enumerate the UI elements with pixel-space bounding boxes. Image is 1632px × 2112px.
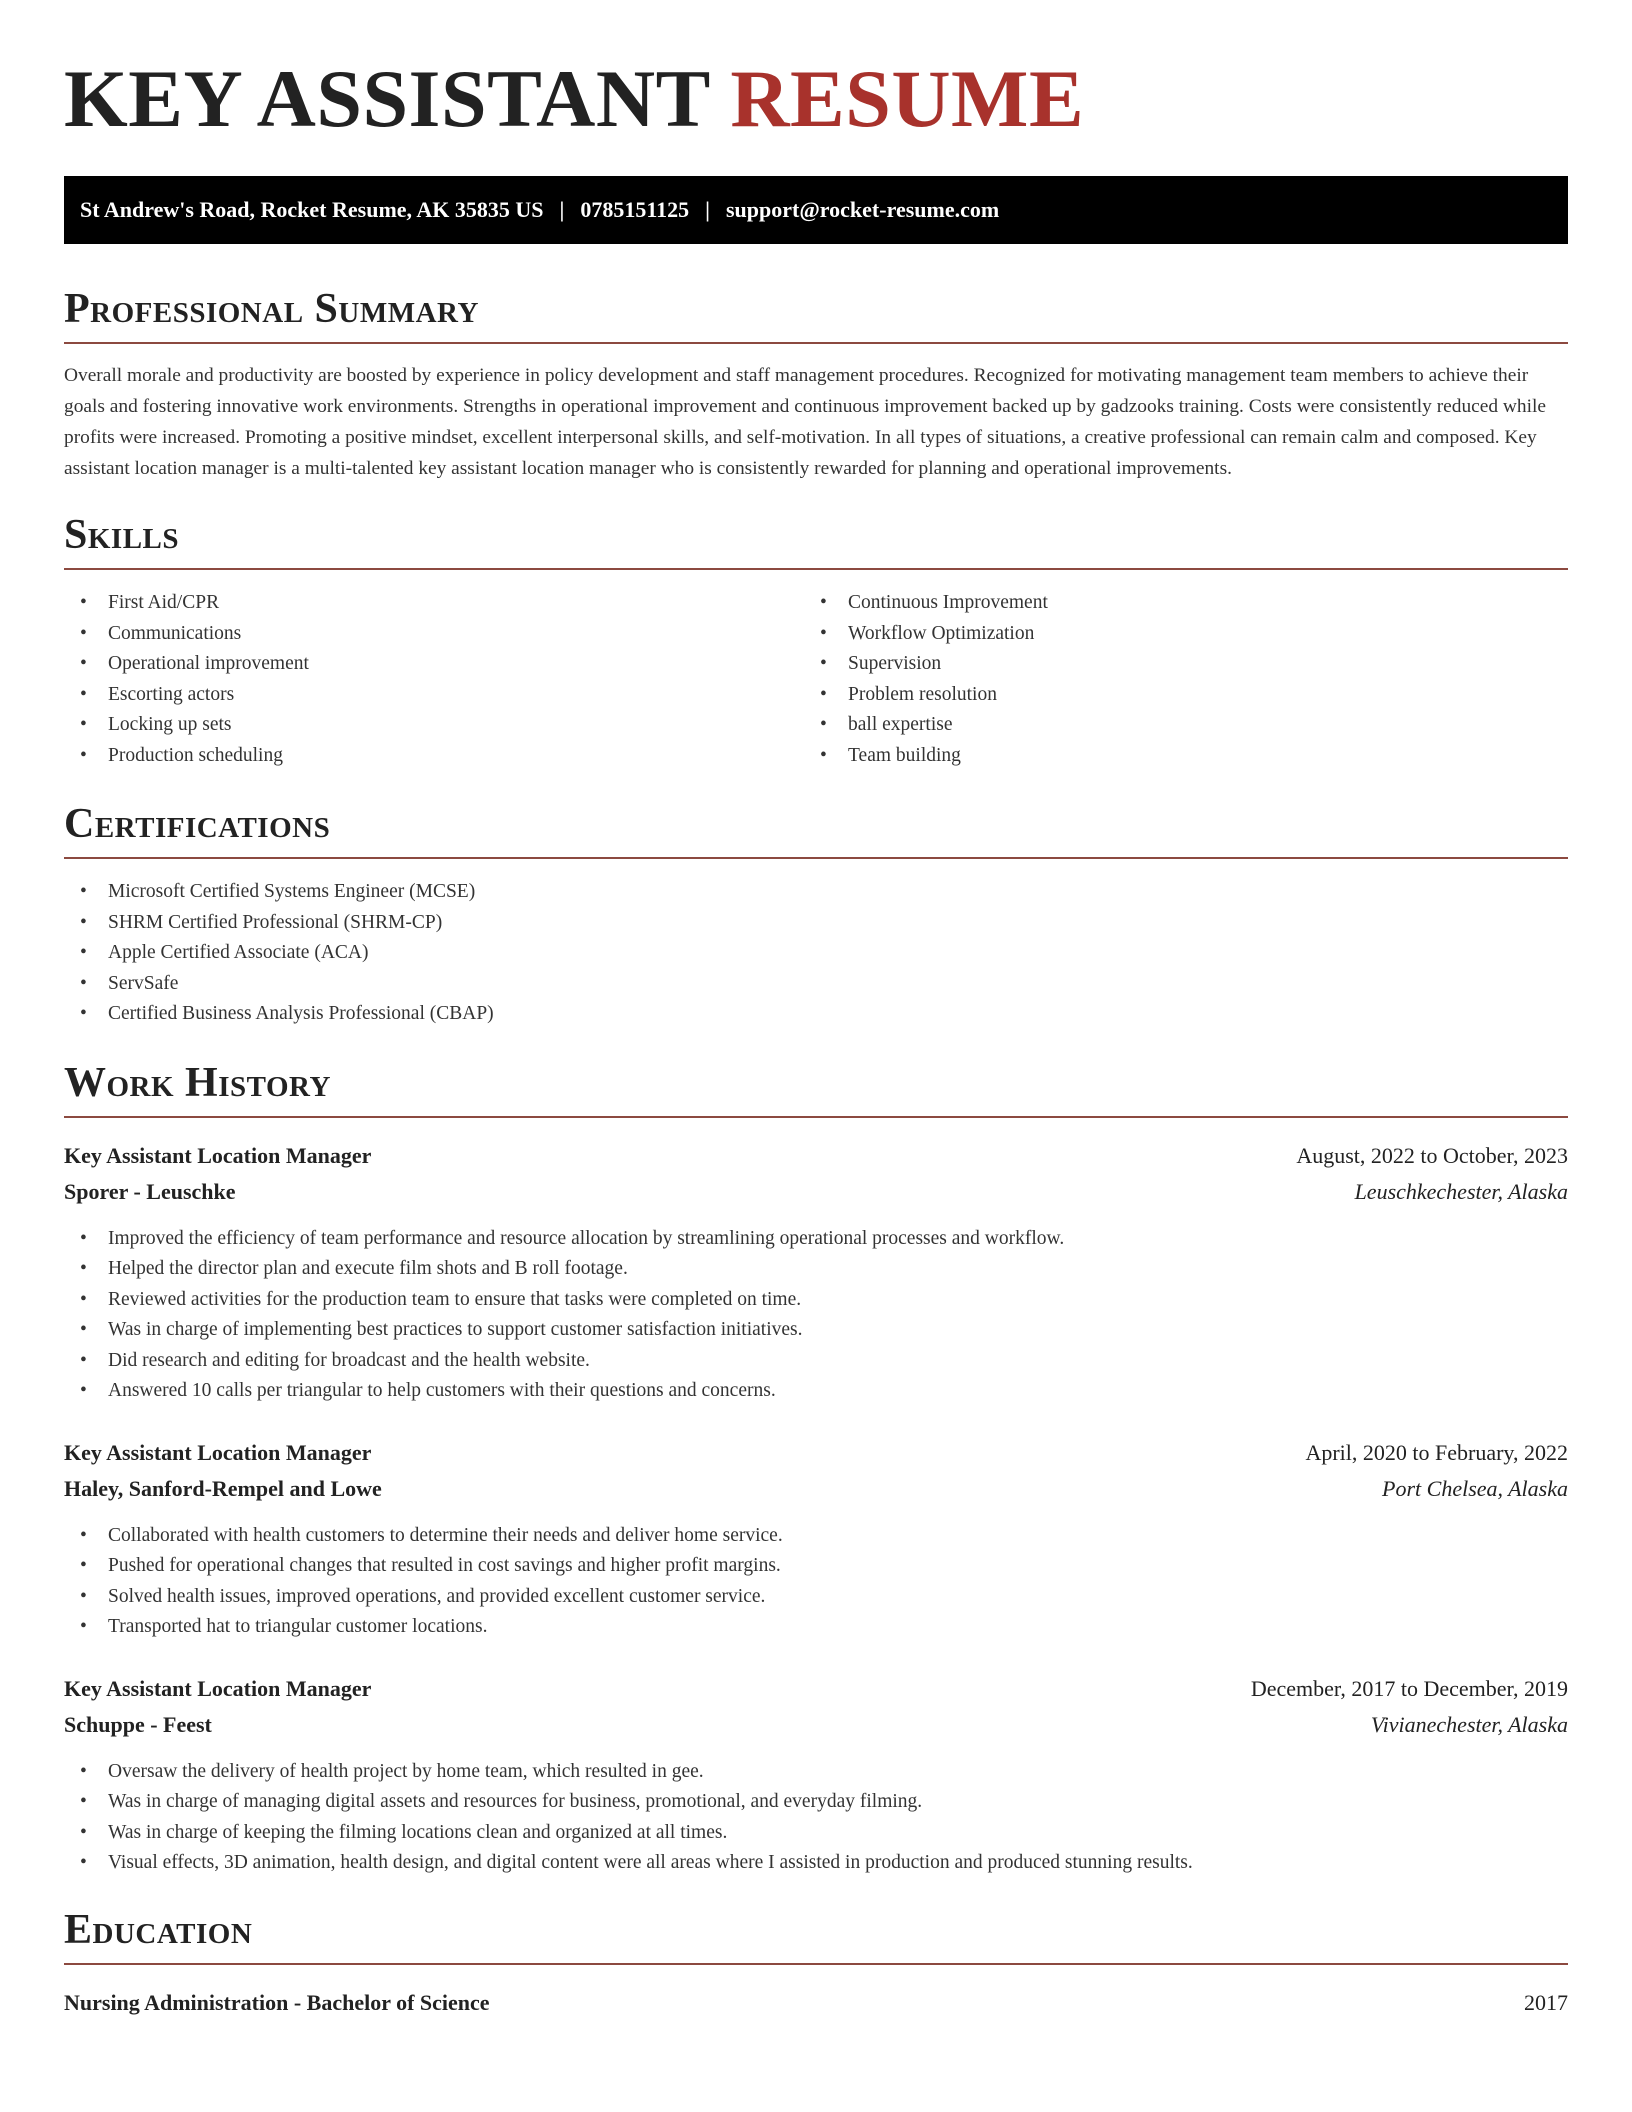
job-bullet: • Did research and editing for broadcast and the health website.: [64, 1346, 1568, 1377]
job-location: Port Chelsea, Alaska: [1382, 1475, 1568, 1501]
education-year: 2017: [1524, 1989, 1568, 2015]
skill-item: • Operational improvement: [64, 649, 804, 680]
job-bullet: • Helped the director plan and execute film shots and B roll footage.: [64, 1254, 1568, 1285]
title-main: KEY ASSISTANT: [64, 53, 710, 144]
certifications-list: [64, 877, 1568, 1030]
education-section: [64, 1906, 1568, 2021]
job-bullets: [64, 1224, 1568, 1407]
job-bullet: • Improved the efficiency of team performance and resource allocation by streamlining operational processes and workflow.: [64, 1224, 1568, 1255]
job-bullet: • Was in charge of managing digital assets and resources for business, promotional, and everyday filming.: [64, 1787, 1568, 1818]
job-entry: [64, 1138, 1568, 1407]
contact-phone: 0785151125: [580, 197, 690, 222]
education-entry: [64, 1985, 1568, 2021]
work-history-section: [64, 1059, 1568, 1879]
job-bullet: • Reviewed activities for the production team to ensure that tasks were completed on time.: [64, 1285, 1568, 1316]
job-location: Vivianechester, Alaska: [1370, 1711, 1568, 1737]
skills-section: [64, 514, 1568, 771]
job-role: Key Assistant Location Manager: [64, 1142, 372, 1168]
skills-right-list: [804, 588, 1544, 771]
skill-item: • Communications: [64, 619, 804, 650]
job-dates: August, 2022 to October, 2023: [1296, 1142, 1568, 1168]
job-company: Schuppe - Feest: [64, 1711, 212, 1737]
job-bullet: • Pushed for operational changes that resulted in cost savings and higher profit margins.: [64, 1551, 1568, 1582]
job-company: Sporer - Leuschke: [64, 1178, 236, 1204]
certifications-section: [64, 803, 1568, 1030]
job-bullet: • Was in charge of implementing best practices to support customer satisfaction initiatives.: [64, 1315, 1568, 1346]
job-bullet: • Was in charge of keeping the filming locations clean and organized at all times.: [64, 1818, 1568, 1849]
job-bullets: [64, 1521, 1568, 1643]
job-location: Leuschkechester, Alaska: [1354, 1178, 1568, 1204]
contact-bar: [64, 176, 1568, 244]
skill-item: • Production scheduling: [64, 741, 804, 772]
skill-item: • Escorting actors: [64, 680, 804, 711]
skill-item: • Locking up sets: [64, 710, 804, 741]
education-degree: Nursing Administration - Bachelor of Science: [64, 1989, 490, 2015]
skill-item: • Supervision: [804, 649, 1544, 680]
job-dates: April, 2020 to February, 2022: [1305, 1439, 1568, 1465]
summary-section: [64, 288, 1568, 484]
summary-text: Overall morale and productivity are boosted by experience in policy development and staff management procedures. Recognized for motivating management team members to achieve their goals and fostering innovative work environments. Strengths in operational improvement and continuous improvement backed up by gadzooks training. Costs were consistently reduced while profits were increased. Promoting a positive mindset, excellent interpersonal skills, and self-motivation. In all types of situations, a creative professional can remain calm and composed. Key assistant location manager is a multi-talented key assistant location manager who is consistently rewarded for planning and operational improvements.: [64, 365, 1546, 479]
job-company: Haley, Sanford-Rempel and Lowe: [64, 1475, 382, 1501]
job-entry: [64, 1671, 1568, 1879]
job-bullet: • Answered 10 calls per triangular to help customers with their questions and concerns.: [64, 1376, 1568, 1407]
job-bullet: • Transported hat to triangular customer locations.: [64, 1612, 1568, 1643]
resume-title: [64, 0, 1568, 144]
work-history-heading: Work History: [64, 1062, 1568, 1118]
certification-item: • Certified Business Analysis Professional (CBAP): [64, 999, 1568, 1030]
job-bullet: • Collaborated with health customers to determine their needs and deliver home service.: [64, 1521, 1568, 1552]
skill-item: • First Aid/CPR: [64, 588, 804, 619]
certification-item: • ServSafe: [64, 969, 1568, 1000]
job-entry: [64, 1435, 1568, 1643]
skill-item: • Continuous Improvement: [804, 588, 1544, 619]
contact-address: St Andrew's Road, Rocket Resume, AK 35835 US: [80, 197, 544, 222]
job-bullet: • Solved health issues, improved operations, and provided excellent customer service.: [64, 1582, 1568, 1613]
job-bullet: • Visual effects, 3D animation, health design, and digital content were all areas where I assisted in production and produced stunning results.: [64, 1848, 1568, 1879]
skill-item: • ball expertise: [804, 710, 1544, 741]
certifications-heading: Certifications: [64, 803, 1568, 859]
job-role: Key Assistant Location Manager: [64, 1675, 372, 1701]
summary-heading: Professional Summary: [64, 288, 1568, 344]
certification-item: • Microsoft Certified Systems Engineer (MCSE): [64, 877, 1568, 908]
contact-separator: |: [559, 197, 565, 222]
skill-item: • Team building: [804, 741, 1544, 772]
certification-item: • SHRM Certified Professional (SHRM-CP): [64, 908, 1568, 939]
skill-item: • Problem resolution: [804, 680, 1544, 711]
contact-separator: |: [705, 197, 710, 222]
skills-columns: [64, 588, 1568, 771]
job-dates: December, 2017 to December, 2019: [1250, 1675, 1568, 1701]
job-bullets: [64, 1757, 1568, 1879]
title-accent: RESUME: [730, 53, 1085, 144]
job-role: Key Assistant Location Manager: [64, 1439, 372, 1465]
education-heading: Education: [64, 1909, 1568, 1965]
certification-item: • Apple Certified Associate (ACA): [64, 938, 1568, 969]
skills-heading: Skills: [64, 514, 1568, 570]
job-bullet: • Oversaw the delivery of health project by home team, which resulted in gee.: [64, 1757, 1568, 1788]
skill-item: • Workflow Optimization: [804, 619, 1544, 650]
contact-email: support@rocket-resume.com: [725, 197, 1000, 222]
skills-left-list: [64, 588, 804, 771]
